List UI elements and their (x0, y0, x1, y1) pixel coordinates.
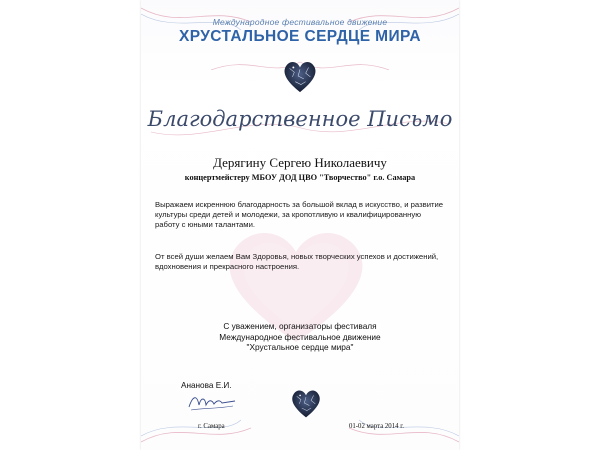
closing-line: С уважением, организаторы фестиваля (223, 321, 377, 331)
closing-line: "Хрустальное сердце мира" (246, 342, 354, 352)
festival-subtitle: Международное фестивальное движение (212, 17, 388, 27)
letter-heading (141, 94, 459, 144)
signer-name: Ананова Е.И. (181, 381, 232, 390)
festival-title: ХРУСТАЛЬНОЕ СЕРДЦЕ МИРА (178, 28, 422, 45)
city-label: г. Самара (198, 423, 225, 430)
gratitude-paragraph: Выражаем искреннюю благодарность за большой вклад в искусство, и развитие культуры среди детей и молодежи, за кропотливую и квалифицированную работу с юными талантами. (155, 200, 444, 230)
recipient-name: Дерягину Сергею Николаевичу (213, 155, 387, 170)
closing-line: Международное фестивальное движение (219, 331, 381, 342)
date-label: 01-02 марта 2014 г. (349, 423, 404, 430)
crystal-heart-icon (281, 58, 319, 94)
decorative-swirl-bottom (141, 380, 459, 450)
letter-heading-text: Благодарственное Письмо (147, 107, 453, 131)
recipient-position: концертмейстеру МБОУ ДОД ЦВО "Творчество" г.о. Самара (184, 173, 416, 182)
closing-block (141, 321, 459, 353)
certificate-sheet (141, 0, 459, 450)
wishes-paragraph: От всей души желаем Вам Здоровья, новых творческих успехов и достижений, вдохновения и прекрасного настроения. (155, 252, 439, 272)
